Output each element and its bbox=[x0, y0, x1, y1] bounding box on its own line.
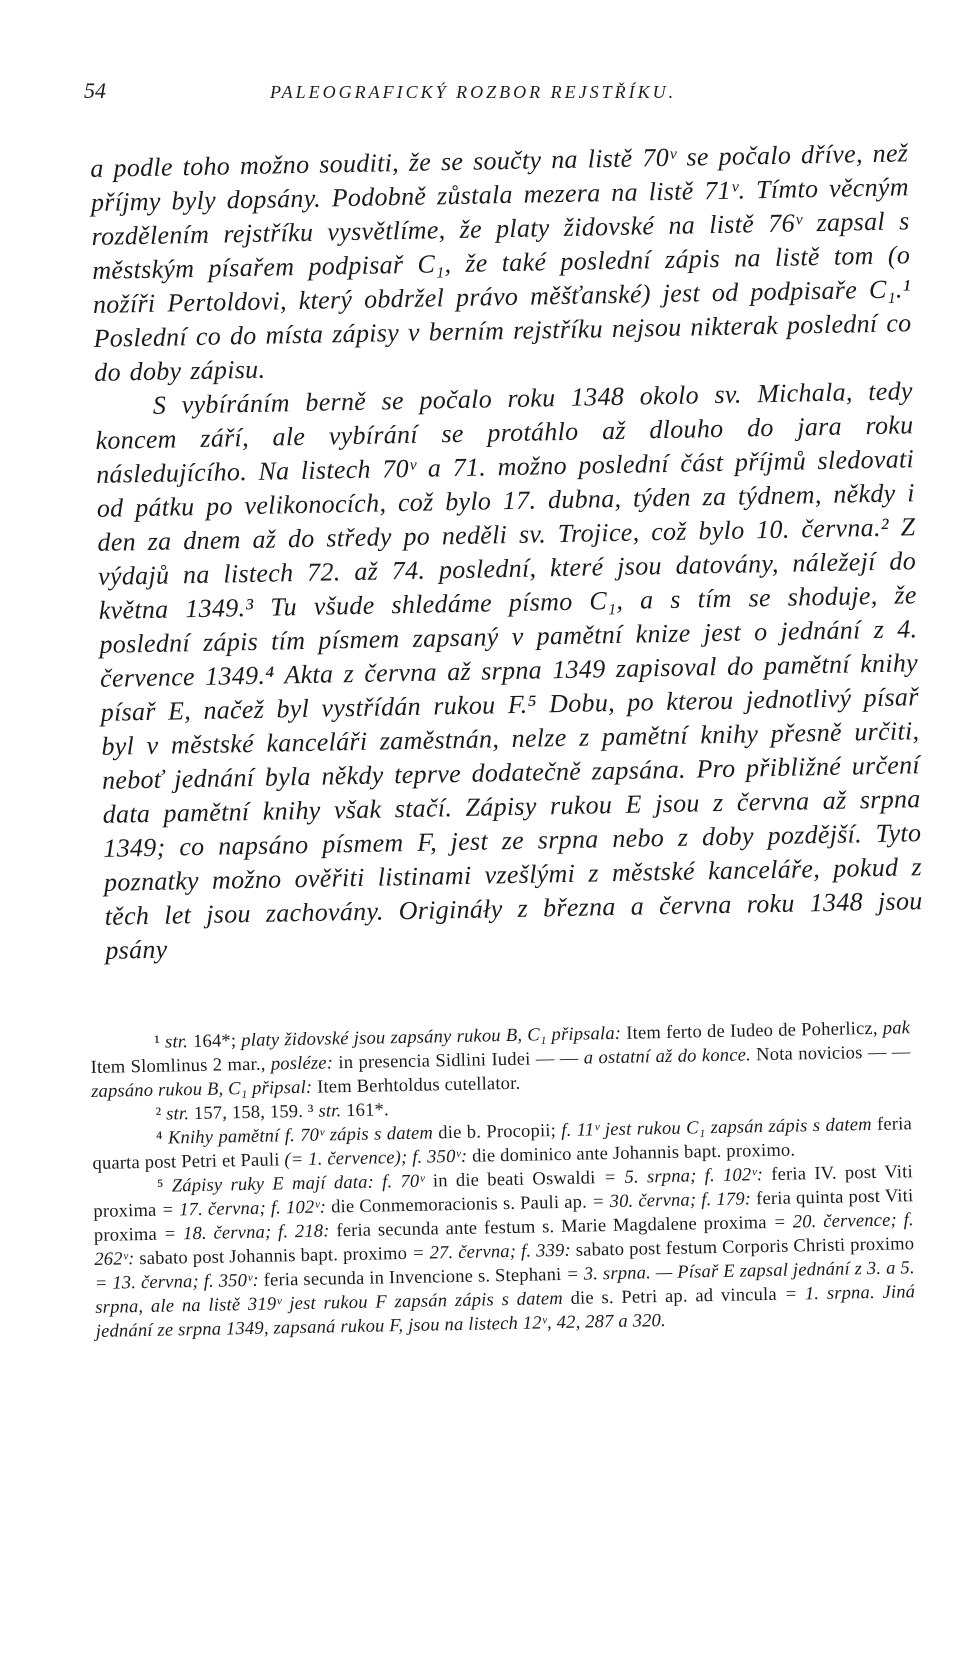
footnote-run: feria IV. post Viti proxima bbox=[93, 1162, 914, 1222]
footnote-run: Nota novicios — — bbox=[750, 1042, 911, 1066]
footnote-run: posléze: bbox=[270, 1053, 334, 1075]
footnote-run: sabato post festum Corporis Christi proximo bbox=[570, 1234, 915, 1261]
footnote-run: ⁵ bbox=[156, 1176, 173, 1197]
footnote-run: = 18. června; f. 218: bbox=[163, 1221, 330, 1245]
footnote-run: a ostatní až do konce. bbox=[583, 1045, 752, 1069]
footnote-run: 161*. bbox=[341, 1100, 390, 1122]
footnote-run: = 30. června; f. 179: bbox=[591, 1189, 752, 1213]
footnote-run: ⁴ bbox=[155, 1128, 169, 1149]
footnote-run: die b. Procopii; bbox=[432, 1120, 562, 1144]
footnote-run: die Conmemoracionis s. Pauli ap. bbox=[325, 1192, 593, 1218]
footnote-5 bbox=[93, 1160, 916, 1344]
footnote-run: Item Berhtoldus cutellator. bbox=[312, 1073, 521, 1098]
footnote-run: (= 1. července); f. 350ᵛ: bbox=[284, 1146, 468, 1171]
footnote-run: ² bbox=[155, 1104, 167, 1125]
footnote-run: die dominico ante Johannis bapt. proximo. bbox=[467, 1140, 796, 1167]
footnote-run: Knihy pamětní f. 70ᵛ zápis s datem bbox=[167, 1123, 434, 1149]
footnote-run: = 3. srpna. — Písař E zapsal jednání z 3. a 5. srpna, ale na listě 319ᵛ jest rukou F zapsán zápis s datem bbox=[95, 1258, 915, 1318]
footnote-run: str. bbox=[165, 1104, 190, 1125]
footnote-run: feria quinta post Viti proxima bbox=[93, 1186, 914, 1246]
footnote-run: Zápisy ruky E mají data: f. 70ᵛ bbox=[171, 1171, 425, 1197]
footnote-run: zapsáno rukou B, C₁ připsal: bbox=[90, 1077, 313, 1102]
footnote-run: = 1. srpna. Jiná jednání ze srpna 1349, zapsaná rukou F, jsou na listech 12ᵛ, 42, 287 a 320. bbox=[95, 1282, 916, 1342]
footnote-run: = 17. června; f. 102ᵛ: bbox=[161, 1197, 327, 1221]
footnote-run: ¹ bbox=[154, 1032, 166, 1053]
main-text bbox=[90, 136, 924, 968]
footnote-run: Item ferto de Iudeo de Poherlicz, bbox=[620, 1018, 883, 1044]
footnote-run: = 13. června; f. 350ᵛ: bbox=[94, 1270, 260, 1294]
footnote-run: pak bbox=[882, 1018, 911, 1039]
footnote-run: in presencia Sidlini Iudei — — bbox=[332, 1048, 584, 1074]
footnotes bbox=[90, 1016, 916, 1344]
footnote-run: str. bbox=[318, 1101, 342, 1122]
footnote-run: die s. Petri ap. ad vincula bbox=[562, 1284, 785, 1309]
footnote-run: in die beati Oswaldi bbox=[424, 1168, 604, 1192]
running-title: PALEOGRAFICKÝ ROZBOR REJSTŘÍKU. bbox=[270, 82, 677, 102]
footnote-run: Item Slomlinus 2 mar., bbox=[90, 1054, 272, 1078]
footnote-run: = 20. července; f. 262ᵛ: bbox=[94, 1210, 914, 1270]
paragraph: a podle toho možno souditi, že se součty na listě 70ᵛ se počalo dříve, než příjmy byly dopsány. Podobně zůstala mezera na listě 71ᵛ. Tímto věcným rozdělením rejstříku vysvětlíme, že platy židovské na listě 76ᵛ zapsal s městským písařem podpisař C₁, že také poslední zápis na listě tom (o nožíři Pertoldovi, který obdržel právo měšťanské) jest od podpisaře C₁.¹ Poslední co do místa zápisy v berním rejstříku nejsou nikterak poslední co do doby zápisu. bbox=[90, 138, 912, 387]
footnote-run: feria secunda in Invencione s. Stephani bbox=[258, 1264, 567, 1291]
paragraph: S vybíráním berně se počalo roku 1348 okolo sv. Michala, tedy koncem září, ale vybírání se protáhlo až dlouho do jara roku následujícího. Na listech 70ᵛ a 71. možno poslední část příjmů sledovati od pátku po velikonocích, což bylo 17. dubna, týden za týdnem, někdy i den za dnem až do středy po neděli sv. Trojice, což bylo 10. června.² Z výdajů na listech 72. až 74. poslední, které jsou datovány, náležejí do května 1349.³ Tu všude shledáme písmo C₁, a s tím se shoduje, že poslední zápis tím písmem zapsaný v pamětní knize jest o jednání z 4. července 1349.⁴ Akta z června až srpna 1349 zapisoval do pamětní knihy písař E, načež byl vystřídán rukou F.⁵ Dobu, po kterou jednotlivý písař byl v městské kanceláři zaměstnán, nelze z pamětní knihy přesně určiti, neboť jednání byla někdy teprve dodatečně zapsána. Pro přibližné určení data pamětní knihy však stačí. Zápisy rukou E jsou z června až srpna 1349; co napsáno písmem F, jest ze srpna nebo z doby pozdější. Tyto poznatky možno ověřiti listinami vzešlými z městské kanceláře, pokud z těch let jsou zachovány. Origináły z března a června roku 1348 jsou psány bbox=[95, 376, 923, 965]
footnote-run: = 5. srpna; f. 102ᵛ: bbox=[603, 1165, 764, 1189]
footnote-run: feria secunda ante festum s. Marie Magdalene proxima bbox=[329, 1212, 774, 1242]
footnote-run: str. bbox=[164, 1032, 189, 1053]
page-header bbox=[84, 78, 904, 118]
footnote-run: sabato post Johannis bapt. proximo bbox=[134, 1243, 413, 1270]
page-number: 54 bbox=[84, 78, 106, 103]
footnote-run: platy židovské jsou zapsány rukou B, C₁ připsala: bbox=[241, 1023, 622, 1052]
footnote-run: 157, 158, 159. ³ bbox=[188, 1101, 319, 1125]
footnote-run: 164*; bbox=[187, 1031, 242, 1053]
footnote-run: = 27. června; f. 339: bbox=[411, 1240, 572, 1264]
footnote-run: feria quarta post Petri et Pauli bbox=[92, 1114, 913, 1174]
footnote-run: f. 11ᵛ jest rukou C₁ zapsán zápis s datem bbox=[561, 1115, 872, 1141]
